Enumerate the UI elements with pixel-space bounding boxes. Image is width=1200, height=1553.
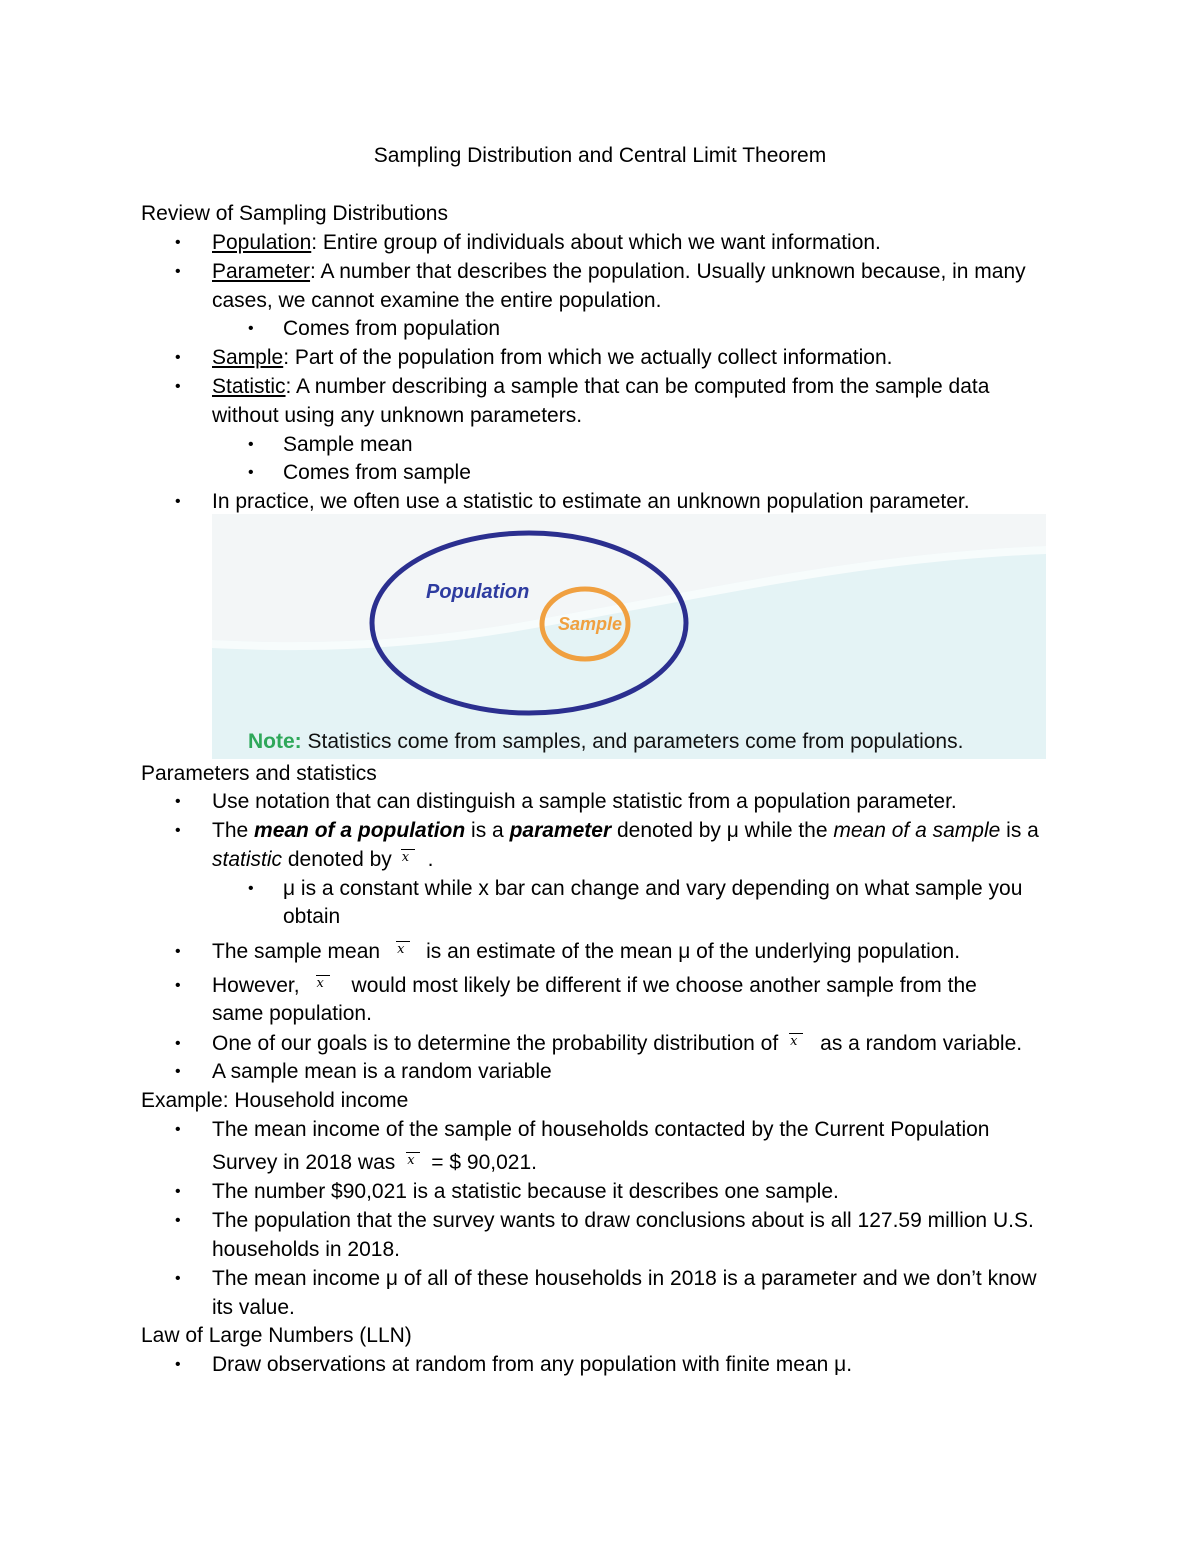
emph-statistic: statistic [212,848,283,871]
bullet-marker: • [248,436,254,453]
text-fragment: is a [1000,819,1039,842]
bullet-marker: • [175,1212,181,1229]
text-fragment: Survey in 2018 was [212,1151,396,1174]
list-item-mean-income-sample: The mean income of the sample of households contacted by the Current Population [212,1118,990,1141]
xbar-symbol: x [395,1151,431,1171]
text-fragment: is an estimate of the mean μ of the underlying population. [426,940,961,963]
definition-population: : Entire group of individuals about which we want information. [311,231,881,254]
definition-sample: : Part of the population from which we actually collect information. [283,346,893,369]
text-fragment: However, [212,974,300,997]
text-fragment: denoted by [282,848,392,871]
section-heading-review: Review of Sampling Distributions [141,202,448,225]
sub-item-comes-from-population: Comes from population [283,317,501,340]
text-fragment: . [421,848,434,871]
bullet-marker: • [175,1183,181,1200]
bullet-marker: • [175,1121,181,1138]
list-item-sample-mean-estimate [212,940,960,964]
list-item-number-statistic: The number $90,021 is a statistic because it describes one sample. [212,1180,839,1203]
section-heading-example: Example: Household income [141,1089,409,1112]
text-fragment: = $ 90,021. [431,1151,537,1174]
bullet-marker: • [175,822,181,839]
definition-parameter: : A number that describes the population. Usually unknown because, in many [310,260,1026,283]
definition-parameter-cont: cases, we cannot examine the entire population. [212,289,662,312]
emph-parameter: parameter [509,819,612,842]
page-title: Sampling Distribution and Central Limit Theorem [373,144,827,167]
list-item-however-cont: same population. [212,1002,372,1025]
bullet-marker: • [175,1356,181,1373]
sub-item-sample-mean: Sample mean [283,433,413,456]
bullet-marker: • [175,493,181,510]
sample-label: Sample [558,614,623,634]
bullet-marker: • [175,349,181,366]
bullet-marker: • [248,880,254,897]
bullet-marker: • [175,793,181,810]
population-label: Population [426,581,530,603]
list-item-mean-definitions [212,819,1039,843]
text-fragment: would most likely be different if we choose another sample from the [351,974,977,997]
text-fragment: The [212,819,255,842]
emph-mean-of-population: mean of a population [254,819,466,842]
figure-graphic [212,514,1046,759]
bullet-marker: • [248,464,254,481]
list-item-in-practice: In practice, we often use a statistic to estimate an unknown population parameter. [212,490,970,513]
text-fragment: denoted by μ while the [611,819,834,842]
xbar-symbol: x [392,848,422,868]
bullet-marker: • [175,234,181,251]
definition-statistic-cont: without using any unknown parameters. [212,404,583,427]
bullet-marker: • [175,1270,181,1287]
list-item-goal [212,1032,1022,1056]
term-sample: Sample [212,346,284,369]
list-item-mean-income-sample-cont [212,1151,537,1175]
list-item-statistic [212,375,989,399]
list-item-mean-income-parameter-cont: its value. [212,1296,295,1319]
text-fragment: as a random variable. [820,1032,1023,1055]
emph-mean-of-sample: mean of a sample [833,819,1001,842]
xbar-symbol: x [778,1032,820,1052]
bullet-marker: • [175,1035,181,1052]
definition-statistic: : A number describing a sample that can be computed from the sample data [285,375,990,398]
list-item-random-variable: A sample mean is a random variable [212,1060,552,1083]
list-item-parameter [212,260,1026,284]
term-statistic: Statistic [212,375,286,398]
text-fragment: The sample mean [212,940,381,963]
text-fragment: One of our goals is to determine the probability distribution of [212,1032,779,1055]
note-label: Note: [248,730,302,753]
note-text: Statistics come from samples, and parameters come from populations. [301,730,964,753]
sub-item-mu-constant-cont: obtain [283,905,341,928]
text-fragment: is a [465,819,510,842]
bullet-marker: • [248,320,254,337]
list-item-mean-definitions-cont [212,848,433,872]
xbar-symbol: x [380,940,426,960]
list-item-draw-observations: Draw observations at random from any population with finite mean μ. [212,1353,853,1376]
list-item-sample [212,346,893,370]
figure-note [248,730,963,753]
list-item-population-survey: The population that the survey wants to draw conclusions about is all 127.59 million U.S. [212,1209,1034,1232]
section-heading-lln: Law of Large Numbers (LLN) [141,1324,412,1347]
list-item-notation: Use notation that can distinguish a sample statistic from a population parameter. [212,790,957,813]
population-sample-figure [212,514,1046,759]
list-item-mean-income-parameter: The mean income μ of all of these households in 2018 is a parameter and we don’t know [212,1267,1037,1290]
list-item-population-survey-cont: households in 2018. [212,1238,400,1261]
sub-item-comes-from-sample: Comes from sample [283,461,471,484]
term-population: Population [212,231,312,254]
section-heading-parameters: Parameters and statistics [141,762,377,785]
list-item-population [212,231,881,255]
term-parameter: Parameter [212,260,311,283]
xbar-symbol: x [300,974,352,994]
bullet-marker: • [175,378,181,395]
sub-item-mu-constant: μ is a constant while x bar can change and vary depending on what sample you [283,877,1023,900]
bullet-marker: • [175,263,181,280]
bullet-marker: • [175,977,181,994]
bullet-marker: • [175,943,181,960]
bullet-marker: • [175,1063,181,1080]
list-item-however [212,974,977,998]
